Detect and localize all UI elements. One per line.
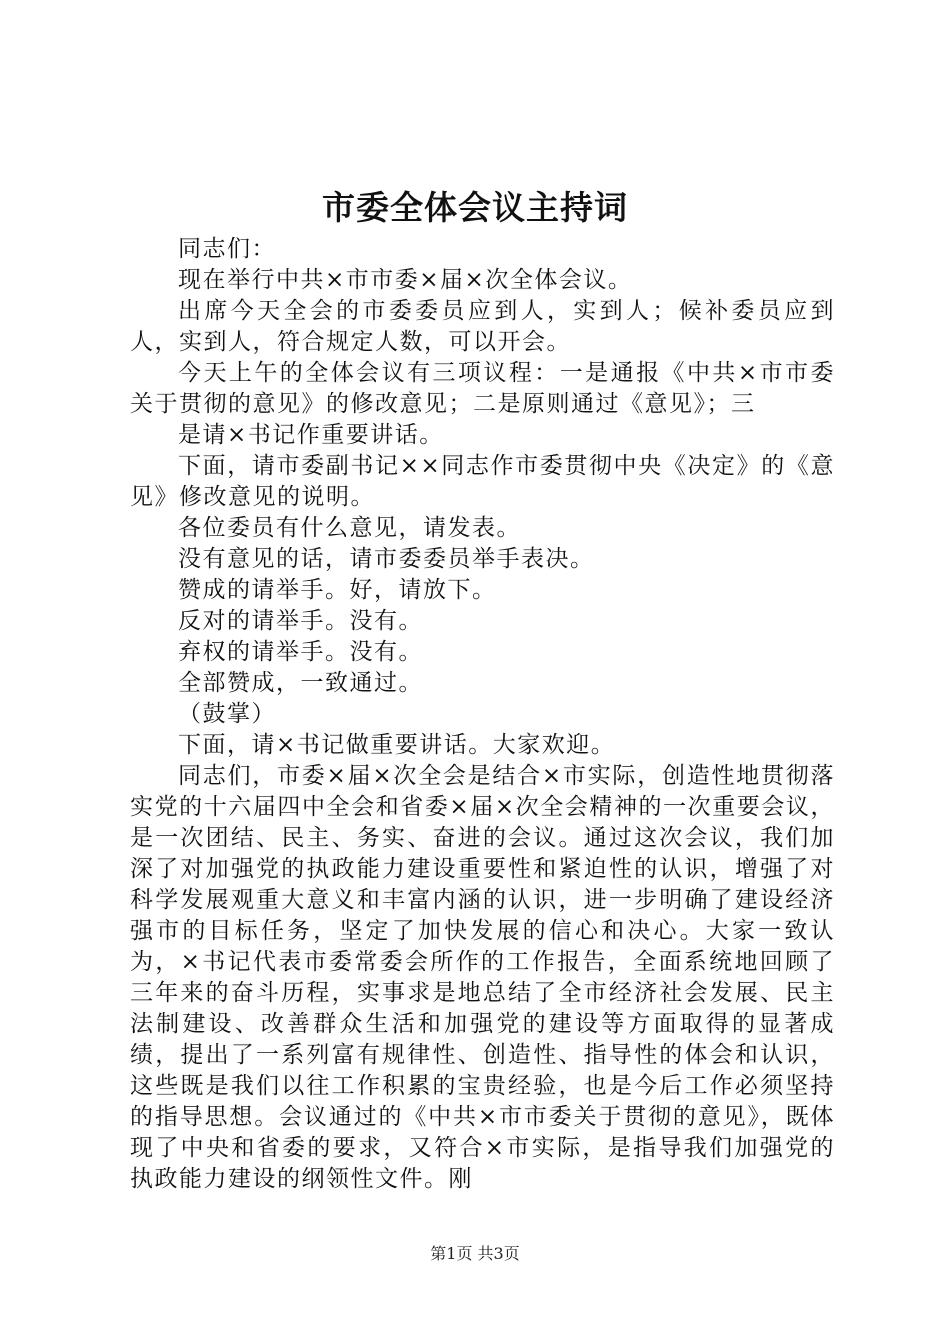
paragraph-opening: 现在举行中共×市市委×届×次全体会议。 [178, 267, 633, 293]
paragraph-summary: 同志们，市委×届×次全会是结合×市实际，创造性地贯彻落实党的十六届四中全会和省委×届×次全会精神的一次重要会议，是一次团结、民主、务实、奋进的会议。通过这次会议，我们加深了对加强党的执政能力建设重要性和紧迫性的认识，增强了对科学发展观重大意义和丰富内涵的认识，进一步明确了建设经济强市的目标任务，坚定了加快发展的信心和决心。大家一致认为，×书记代表市委常委会所作的工作报告，全面系统地回顾了三年来的奋斗历程，实事求是地总结了全市经济社会发展、民主法制建设、改善群众生活和加强党的建设等方面取得的显著成绩，提出了一系列富有规律性、创造性、指导性的体会和认识，这些既是我们以往工作积累的宝贵经验，也是今后工作必须坚持的指导思想。会议通过的《中共×市市委关于贯彻的意见》，既体现了中央和省委的要求，又符合×市实际，是指导我们加强党的执政能力建设的纲领性文件。刚 [130, 763, 835, 1192]
paragraph-applause: （鼓掌） [178, 701, 276, 727]
paragraph-agenda: 今天上午的全体会议有三项议程：一是通报《中共×市市委关于贯彻的意见》的修改意见；二是原则通过《意见》；三 [130, 360, 835, 417]
page-footer: 第1页 共3页 [430, 1244, 520, 1263]
paragraph-speech-intro: 下面，请×书记做重要讲话。大家欢迎。 [178, 732, 616, 758]
paragraph-opinions: 各位委员有什么意见，请发表。 [178, 515, 521, 541]
document-body [130, 234, 835, 1195]
paragraph-vote-call: 没有意见的话，请市委委员举手表决。 [178, 546, 595, 572]
paragraph-vote-abstain: 弃权的请举手。没有。 [178, 639, 423, 665]
paragraph-vote-result: 全部赞成，一致通过。 [178, 670, 423, 696]
paragraph-greeting: 同志们： [178, 236, 276, 262]
paragraph-attendance: 出席今天全会的市委委员应到人，实到人；候补委员应到人，实到人，符合规定人数，可以开会。 [130, 298, 835, 355]
paragraph-explanation: 下面，请市委副书记××同志作市委贯彻中央《决定》的《意见》修改意见的说明。 [130, 453, 835, 510]
paragraph-vote-no: 反对的请举手。没有。 [178, 608, 423, 634]
paragraph-vote-yes: 赞成的请举手。好，请放下。 [178, 577, 497, 603]
document-title: 市委全体会议主持词 [322, 188, 628, 227]
paragraph-agenda-continued: 是请×书记作重要讲话。 [178, 422, 444, 448]
